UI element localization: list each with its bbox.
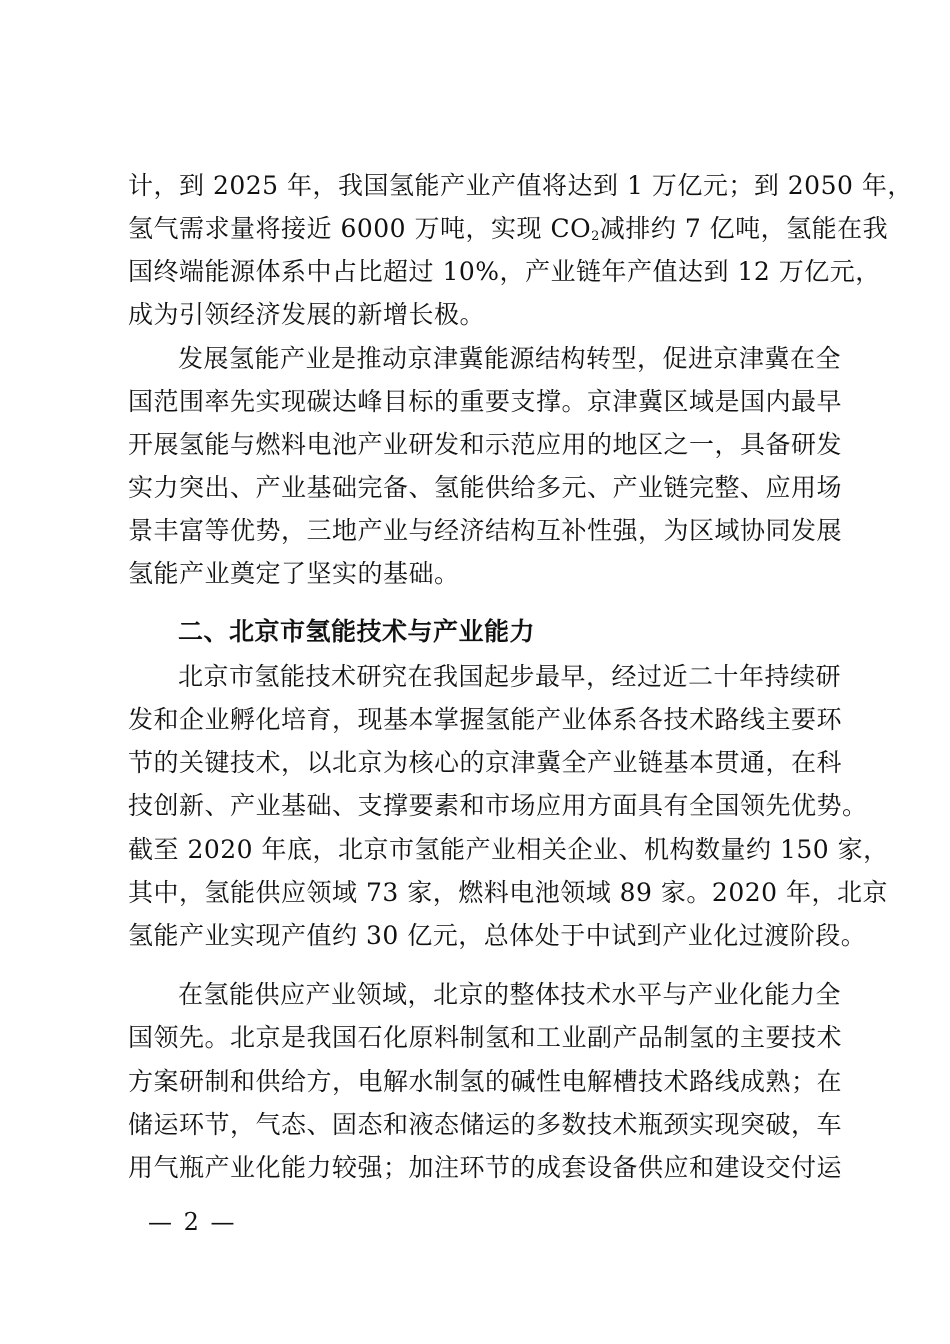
paragraph-2-line-4: 实力突出、产业基础完备、氢能供给多元、产业链完整、应用场 — [128, 473, 843, 502]
paragraph-1-line-3: 国终端能源体系中占比超过 10%，产业链年产值达到 12 万亿元， — [128, 257, 881, 286]
paragraph-2-line-3: 开展氢能与燃料电池产业研发和示范应用的地区之一，具备研发 — [128, 430, 843, 459]
paragraph-4-line-1: 在氢能供应产业领域，北京的整体技术水平与产业化能力全 — [178, 980, 842, 1009]
paragraph-2-line-1: 发展氢能产业是推动京津冀能源结构转型，促进京津冀在全 — [178, 344, 842, 373]
paragraph-1-line-2 — [128, 213, 889, 245]
paragraph-3-line-2: 发和企业孵化培育，现基本掌握氢能产业体系各技术路线主要环 — [128, 705, 843, 734]
paragraph-2-line-2: 国范围率先实现碳达峰目标的重要支撑。京津冀区域是国内最早 — [128, 387, 843, 416]
paragraph-3-line-3: 节的关键技术，以北京为核心的京津冀全产业链基本贯通，在科 — [128, 748, 843, 777]
paragraph-1-line-1: 计，到 2025 年，我国氢能产业产值将达到 1 万亿元；到 2050 年， — [128, 171, 913, 200]
paragraph-1-line-4: 成为引领经济发展的新增长极。 — [128, 300, 486, 329]
paragraph-3-line-7: 氢能产业实现产值约 30 亿元，总体处于中试到产业化过渡阶段。 — [128, 921, 867, 950]
paragraph-3-line-5: 截至 2020 年底，北京市氢能产业相关企业、机构数量约 150 家， — [128, 835, 889, 864]
paragraph-3-line-1: 北京市氢能技术研究在我国起步最早，经过近二十年持续研 — [178, 662, 842, 691]
paragraph-4-line-3: 方案研制和供给方，电解水制氢的碱性电解槽技术路线成熟；在 — [128, 1067, 843, 1096]
text-segment: 氢气需求量将接近 6000 万吨，实现 CO — [128, 214, 592, 243]
paragraph-4-line-4: 储运环节，气态、固态和液态储运的多数技术瓶颈实现突破，车 — [128, 1110, 843, 1139]
subscript-2: 2 — [591, 229, 600, 244]
paragraph-4-line-5: 用气瓶产业化能力较强；加注环节的成套设备供应和建设交付运 — [128, 1153, 843, 1182]
paragraph-3-line-4: 技创新、产业基础、支撑要素和市场应用方面具有全国领先优势。 — [128, 791, 868, 820]
section-heading: 二、北京市氢能技术与产业能力 — [178, 617, 536, 646]
text-segment: 减排约 7 亿吨，氢能在我 — [599, 214, 889, 243]
paragraph-2-line-6: 氢能产业奠定了坚实的基础。 — [128, 559, 460, 588]
paragraph-4-line-2: 国领先。北京是我国石化原料制氢和工业副产品制氢的主要技术 — [128, 1023, 843, 1052]
paragraph-2-line-5: 景丰富等优势，三地产业与经济结构互补性强，为区域协同发展 — [128, 516, 843, 545]
paragraph-3-line-6: 其中，氢能供应领域 73 家，燃料电池领域 89 家。2020 年，北京 — [128, 878, 888, 907]
page-number: — 2 — — [148, 1208, 237, 1236]
